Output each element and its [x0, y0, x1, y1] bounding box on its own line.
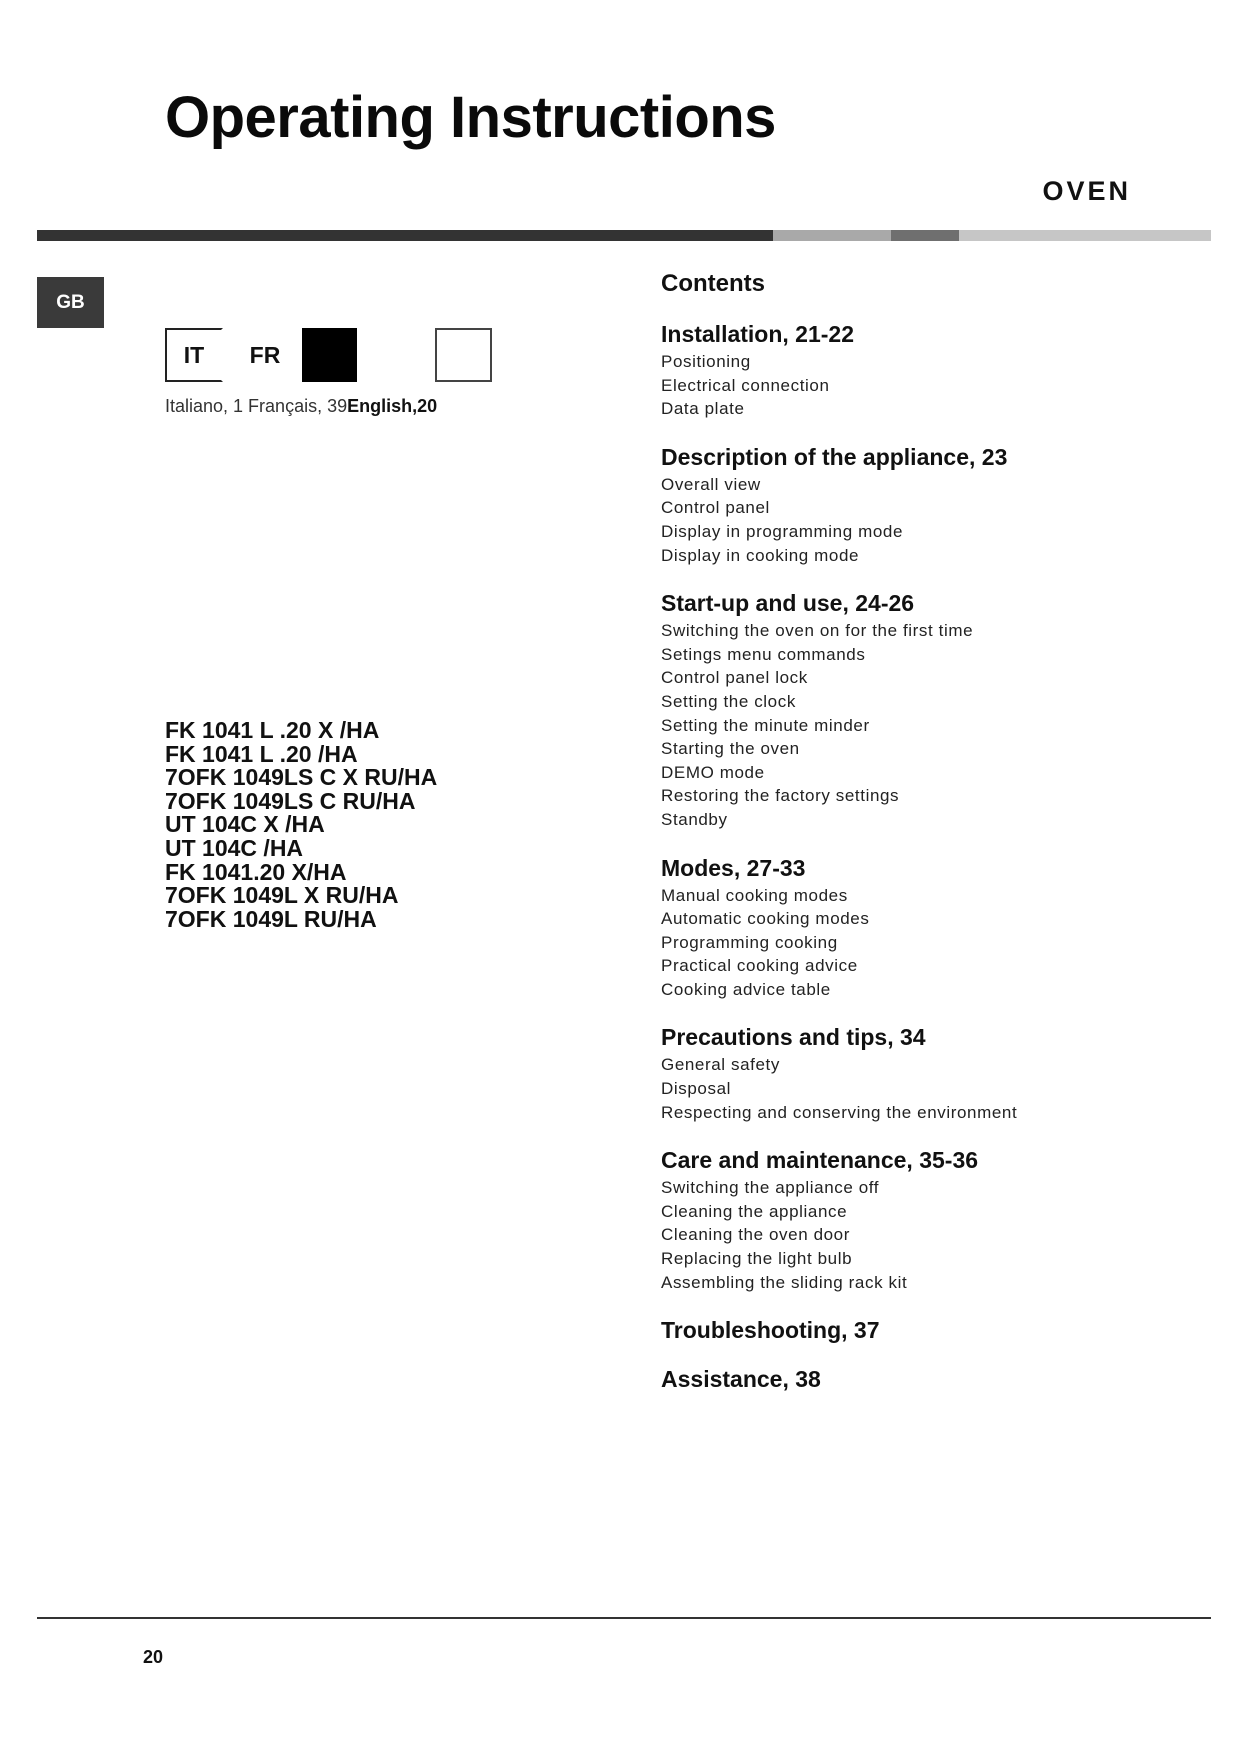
band-segment-mid [773, 230, 891, 241]
page-number: 20 [143, 1647, 164, 1667]
contents-item: Control panel lock [661, 668, 808, 688]
language-index-current: English,20 [347, 396, 438, 416]
language-box-fr: FR [249, 341, 281, 368]
contents-item: Cleaning the oven door [661, 1225, 850, 1245]
contents-item: Standby [661, 809, 728, 829]
contents-item: Respecting and conserving the environment [661, 1102, 1018, 1122]
contents-section [661, 855, 1181, 1002]
contents-item: Switching the appliance off [661, 1178, 880, 1198]
contents-item: Data plate [661, 399, 745, 419]
table-of-contents [661, 270, 1181, 1395]
contents-item: Starting the oven [661, 739, 800, 759]
contents-item-list [661, 473, 1181, 567]
model-item: 7OFK 1049LS C RU/HA [165, 787, 416, 814]
contents-item: Control panel [661, 498, 770, 518]
contents-item: Programming cooking [661, 932, 838, 952]
language-tab-gb: GB [37, 277, 104, 328]
contents-section [661, 1147, 1181, 1294]
footer-rule [37, 1617, 1211, 1619]
contents-section-title: Troubleshooting, 37 [661, 1317, 880, 1344]
language-index-plain: Italiano, 1 Français, 39 [165, 396, 348, 416]
contents-item: Setting the clock [661, 691, 796, 711]
contents-item: Practical cooking advice [661, 956, 858, 976]
contents-section [661, 444, 1181, 567]
model-item: 7OFK 1049L RU/HA [165, 905, 377, 932]
model-item: 7OFK 1049LS C X RU/HA [165, 764, 438, 791]
contents-item: Cleaning the appliance [661, 1201, 848, 1221]
contents-section-title: Modes, 27-33 [661, 854, 806, 881]
contents-item: Automatic cooking modes [661, 909, 870, 929]
page-title: Operating Instructions [165, 85, 776, 150]
contents-item: Electrical connection [661, 375, 830, 395]
contents-item: Switching the oven on for the first time [661, 621, 974, 641]
contents-section [661, 1317, 1181, 1343]
contents-item: Overall view [661, 474, 761, 494]
contents-section [661, 321, 1181, 421]
header-color-band [37, 230, 1211, 241]
model-item: FK 1041 L .20 /HA [165, 740, 358, 767]
contents-item: Display in cooking mode [661, 545, 860, 565]
contents-section [661, 590, 1181, 831]
model-item: FK 1041.20 X/HA [165, 858, 347, 885]
model-item: 7OFK 1049L X RU/HA [165, 882, 399, 909]
contents-item: DEMO mode [661, 762, 765, 782]
model-item: UT 104C /HA [165, 834, 304, 861]
contents-section [661, 1024, 1181, 1124]
contents-section [661, 1366, 1181, 1392]
contents-item: Setting the minute minder [661, 715, 870, 735]
model-item: UT 104C X /HA [165, 811, 325, 838]
contents-section-title: Precautions and tips, 34 [661, 1024, 926, 1051]
contents-item: Restoring the factory settings [661, 786, 900, 806]
band-segment-dark [37, 230, 773, 241]
contents-section-title: Start-up and use, 24-26 [661, 590, 915, 617]
contents-item: Cooking advice table [661, 979, 831, 999]
contents-section-title: Assistance, 38 [661, 1366, 821, 1393]
contents-item-list [661, 350, 1181, 421]
contents-item: Manual cooking modes [661, 885, 848, 905]
language-box-filled [302, 328, 357, 382]
band-segment-light [959, 230, 1211, 241]
contents-item-list [661, 619, 1181, 831]
contents-item: Assembling the sliding rack kit [661, 1272, 908, 1292]
product-label: OVEN [1042, 176, 1131, 206]
contents-item: Replacing the light bulb [661, 1249, 853, 1269]
language-index [165, 396, 437, 417]
contents-item-list [661, 1176, 1181, 1294]
model-item: FK 1041 L .20 X /HA [165, 717, 380, 743]
contents-item-list [661, 1053, 1181, 1124]
contents-item: General safety [661, 1055, 780, 1075]
model-list [165, 719, 437, 931]
contents-section-title: Installation, 21-22 [661, 321, 855, 347]
contents-item: Positioning [661, 352, 751, 371]
contents-title: Contents [661, 270, 765, 297]
contents-item: Setings menu commands [661, 644, 866, 664]
contents-section-title: Care and maintenance, 35-36 [661, 1147, 979, 1174]
language-box-it: IT [165, 328, 223, 382]
contents-item: Display in programming mode [661, 521, 904, 541]
band-segment-mid-dark [891, 230, 959, 241]
contents-item-list [661, 884, 1181, 1002]
contents-section-title: Description of the appliance, 23 [661, 443, 1008, 470]
contents-item: Disposal [661, 1079, 731, 1099]
language-box-empty [435, 328, 492, 382]
